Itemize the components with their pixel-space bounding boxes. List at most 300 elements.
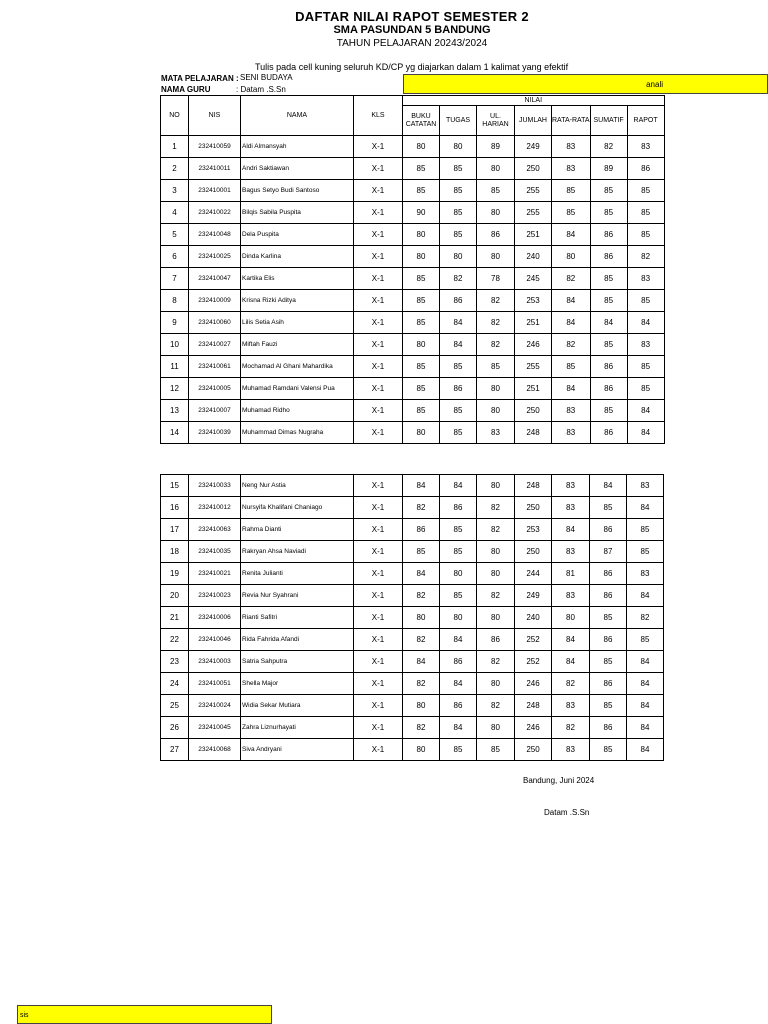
- table-row: [161, 541, 664, 563]
- cell-sumatif: 85: [590, 268, 627, 290]
- cell-sumatif: 86: [590, 422, 627, 444]
- cell-tugas: 86: [440, 695, 477, 717]
- cell-sumatif: 86: [590, 224, 627, 246]
- cell-no: 10: [161, 334, 189, 356]
- cell-nis: 232410024: [189, 695, 241, 717]
- cell-nis: 232410046: [189, 629, 241, 651]
- cell-rapot: 84: [627, 651, 664, 673]
- cell-kls: X-1: [354, 541, 403, 563]
- table-row: [161, 475, 664, 497]
- cell-jumlah: 250: [515, 541, 552, 563]
- col-header-ul-harian: UL. HARIAN: [477, 106, 515, 136]
- cell-kls: X-1: [354, 224, 403, 246]
- cell-tugas: 85: [440, 739, 477, 761]
- cell-nama: Rida Fahrida Afandi: [241, 629, 354, 651]
- cell-kls: X-1: [354, 158, 403, 180]
- cell-tugas: 84: [440, 475, 477, 497]
- cell-buku-catatan: 90: [403, 202, 440, 224]
- cell-no: 15: [161, 475, 189, 497]
- cell-rapot: 84: [627, 497, 664, 519]
- cell-jumlah: 251: [515, 224, 552, 246]
- cell-no: 12: [161, 378, 189, 400]
- cell-buku-catatan: 80: [403, 136, 440, 158]
- cell-kls: X-1: [354, 136, 403, 158]
- cell-tugas: 86: [440, 290, 477, 312]
- cell-kls: X-1: [354, 202, 403, 224]
- table-row: [161, 519, 664, 541]
- cell-buku-catatan: 84: [403, 475, 440, 497]
- cell-tugas: 80: [440, 136, 477, 158]
- col-header-buku-catatan: BUKU CATATAN: [403, 106, 440, 136]
- cell-rata-rata: 83: [552, 497, 590, 519]
- signature-name: Datam .S.Sn: [544, 808, 590, 817]
- cell-rapot: 85: [627, 629, 664, 651]
- cell-no: 16: [161, 497, 189, 519]
- cell-kls: X-1: [354, 519, 403, 541]
- cell-tugas: 84: [440, 673, 477, 695]
- cell-kls: X-1: [354, 607, 403, 629]
- cell-tugas: 85: [440, 180, 477, 202]
- cell-nama: Andri Saktiawan: [241, 158, 354, 180]
- col-header-nilai: NILAI: [403, 96, 665, 106]
- cell-buku-catatan: 80: [403, 246, 440, 268]
- cell-nis: 232410051: [189, 673, 241, 695]
- cell-nis: 232410005: [189, 378, 241, 400]
- cell-sumatif: 85: [590, 202, 627, 224]
- cell-tugas: 82: [440, 268, 477, 290]
- table-row: [161, 290, 665, 312]
- cell-ul-harian: 85: [477, 356, 515, 378]
- cell-sumatif: 86: [590, 673, 627, 695]
- cell-ul-harian: 82: [477, 334, 515, 356]
- cell-jumlah: 246: [515, 717, 552, 739]
- cell-ul-harian: 80: [477, 673, 515, 695]
- cell-rata-rata: 82: [552, 334, 591, 356]
- col-header-sumatif: SUMATIF: [590, 106, 627, 136]
- cell-buku-catatan: 80: [403, 607, 440, 629]
- cell-kls: X-1: [354, 180, 403, 202]
- cell-rapot: 85: [627, 180, 664, 202]
- table-row: [161, 695, 664, 717]
- cell-no: 6: [161, 246, 189, 268]
- cell-rapot: 84: [627, 717, 664, 739]
- cell-jumlah: 251: [515, 378, 552, 400]
- cell-kls: X-1: [354, 585, 403, 607]
- cell-no: 4: [161, 202, 189, 224]
- cell-tugas: 86: [440, 497, 477, 519]
- cell-nama: Dinda Karlina: [241, 246, 354, 268]
- instruction-text: Tulis pada cell kuning seluruh KD/CP yg diajarkan dalam 1 kalimat yang efektif: [255, 62, 569, 72]
- cell-buku-catatan: 80: [403, 224, 440, 246]
- table-row: [161, 136, 665, 158]
- teacher-label: NAMA GURU: [161, 85, 211, 94]
- cell-rata-rata: 83: [552, 585, 590, 607]
- cell-ul-harian: 80: [477, 246, 515, 268]
- cell-kls: X-1: [354, 290, 403, 312]
- cell-rata-rata: 83: [552, 739, 590, 761]
- cell-nis: 232410012: [189, 497, 241, 519]
- cell-rapot: 85: [627, 202, 664, 224]
- cell-buku-catatan: 85: [403, 290, 440, 312]
- cell-sumatif: 85: [590, 290, 627, 312]
- cell-nis: 232410061: [189, 356, 241, 378]
- cell-jumlah: 252: [515, 651, 552, 673]
- cell-rata-rata: 84: [552, 290, 591, 312]
- cell-tugas: 86: [440, 378, 477, 400]
- cell-sumatif: 86: [590, 717, 627, 739]
- cell-rapot: 83: [627, 268, 664, 290]
- table-row: [161, 312, 665, 334]
- cell-rata-rata: 84: [552, 629, 590, 651]
- cell-nama: Mochamad Al Ghani Mahardika: [241, 356, 354, 378]
- cell-rata-rata: 83: [552, 422, 591, 444]
- cell-tugas: 85: [440, 585, 477, 607]
- col-header-kls: KLS: [354, 96, 403, 136]
- cell-kls: X-1: [354, 629, 403, 651]
- cell-rata-rata: 85: [552, 356, 591, 378]
- cell-jumlah: 253: [515, 519, 552, 541]
- cell-nis: 232410025: [189, 246, 241, 268]
- cell-nama: Muhamad Ramdani Valensi Pua: [241, 378, 354, 400]
- cell-nis: 232410048: [189, 224, 241, 246]
- cell-ul-harian: 80: [477, 563, 515, 585]
- cell-sumatif: 84: [590, 312, 627, 334]
- cell-buku-catatan: 86: [403, 519, 440, 541]
- table-row: [161, 651, 664, 673]
- cell-sumatif: 86: [590, 585, 627, 607]
- cell-tugas: 84: [440, 312, 477, 334]
- cell-nama: Satria Sahputra: [241, 651, 354, 673]
- cell-rapot: 83: [627, 334, 664, 356]
- cell-rata-rata: 83: [552, 136, 591, 158]
- cell-sumatif: 85: [590, 607, 627, 629]
- cell-kls: X-1: [354, 312, 403, 334]
- table-row: [161, 400, 665, 422]
- cell-nama: Rahma Dianti: [241, 519, 354, 541]
- table-row: [161, 158, 665, 180]
- cell-ul-harian: 78: [477, 268, 515, 290]
- teacher-value: : Datam .S.Sn: [236, 85, 286, 94]
- cell-ul-harian: 82: [477, 290, 515, 312]
- cell-sumatif: 85: [590, 334, 627, 356]
- cell-no: 3: [161, 180, 189, 202]
- cell-buku-catatan: 80: [403, 739, 440, 761]
- cell-ul-harian: 82: [477, 651, 515, 673]
- cell-kls: X-1: [354, 673, 403, 695]
- cell-no: 7: [161, 268, 189, 290]
- grades-table-page2: [160, 474, 664, 761]
- cell-buku-catatan: 84: [403, 651, 440, 673]
- cell-no: 18: [161, 541, 189, 563]
- cell-jumlah: 248: [515, 475, 552, 497]
- cell-rata-rata: 83: [552, 158, 591, 180]
- cell-nama: Miftah Fauzi: [241, 334, 354, 356]
- cell-buku-catatan: 85: [403, 400, 440, 422]
- table-row: [161, 497, 664, 519]
- cell-rata-rata: 84: [552, 378, 591, 400]
- cell-no: 14: [161, 422, 189, 444]
- analysis-text: sis: [20, 1012, 29, 1019]
- cell-nis: 232410059: [189, 136, 241, 158]
- cell-ul-harian: 80: [477, 202, 515, 224]
- cell-nama: Rianti Safitri: [241, 607, 354, 629]
- cell-ul-harian: 89: [477, 136, 515, 158]
- cell-rapot: 85: [627, 541, 664, 563]
- cell-nis: 232410035: [189, 541, 241, 563]
- col-header-no: NO: [161, 96, 189, 136]
- cell-nama: Kartika Elis: [241, 268, 354, 290]
- cell-rapot: 84: [627, 585, 664, 607]
- cell-jumlah: 255: [515, 202, 552, 224]
- cell-ul-harian: 80: [477, 378, 515, 400]
- cell-rata-rata: 80: [552, 246, 591, 268]
- cell-buku-catatan: 82: [403, 673, 440, 695]
- cell-tugas: 85: [440, 400, 477, 422]
- table-row: [161, 246, 665, 268]
- cell-sumatif: 85: [590, 739, 627, 761]
- cell-nis: 232410047: [189, 268, 241, 290]
- cell-no: 21: [161, 607, 189, 629]
- cell-nis: 232410039: [189, 422, 241, 444]
- cell-tugas: 80: [440, 246, 477, 268]
- cell-jumlah: 253: [515, 290, 552, 312]
- cell-nama: Bilqis Sabila Puspita: [241, 202, 354, 224]
- cell-kls: X-1: [354, 378, 403, 400]
- cell-nis: 232410033: [189, 475, 241, 497]
- cell-sumatif: 84: [590, 475, 627, 497]
- cell-rata-rata: 83: [552, 695, 590, 717]
- col-header-tugas: TUGAS: [440, 106, 477, 136]
- cell-sumatif: 86: [590, 378, 627, 400]
- cell-buku-catatan: 85: [403, 356, 440, 378]
- cell-rata-rata: 84: [552, 224, 591, 246]
- cell-sumatif: 82: [590, 136, 627, 158]
- cell-buku-catatan: 80: [403, 695, 440, 717]
- cell-tugas: 85: [440, 224, 477, 246]
- cell-no: 1: [161, 136, 189, 158]
- cell-nis: 232410068: [189, 739, 241, 761]
- cell-rata-rata: 84: [552, 312, 591, 334]
- cell-nis: 232410021: [189, 563, 241, 585]
- cell-jumlah: 244: [515, 563, 552, 585]
- cell-tugas: 80: [440, 607, 477, 629]
- cell-sumatif: 89: [590, 158, 627, 180]
- cell-kls: X-1: [354, 651, 403, 673]
- cell-rapot: 85: [627, 290, 664, 312]
- cell-buku-catatan: 85: [403, 312, 440, 334]
- cell-nama: Renita Julianti: [241, 563, 354, 585]
- cell-tugas: 85: [440, 519, 477, 541]
- cell-buku-catatan: 80: [403, 334, 440, 356]
- cell-rapot: 83: [627, 136, 664, 158]
- cell-jumlah: 255: [515, 356, 552, 378]
- cell-tugas: 85: [440, 422, 477, 444]
- cell-ul-harian: 86: [477, 629, 515, 651]
- cell-sumatif: 85: [590, 497, 627, 519]
- cell-rapot: 83: [627, 475, 664, 497]
- cell-jumlah: 250: [515, 497, 552, 519]
- cell-nama: Krisna Rizki Aditya: [241, 290, 354, 312]
- cell-buku-catatan: 85: [403, 268, 440, 290]
- cell-rapot: 84: [627, 695, 664, 717]
- cell-tugas: 84: [440, 629, 477, 651]
- cell-no: 13: [161, 400, 189, 422]
- cell-nis: 232410006: [189, 607, 241, 629]
- cell-no: 25: [161, 695, 189, 717]
- cell-ul-harian: 80: [477, 475, 515, 497]
- cell-nama: Bagus Setyo Budi Santoso: [241, 180, 354, 202]
- grades-table-page1: [160, 95, 665, 444]
- cell-nama: Revia Nur Syahrani: [241, 585, 354, 607]
- cell-sumatif: 86: [590, 563, 627, 585]
- cell-buku-catatan: 80: [403, 422, 440, 444]
- cell-nama: Neng Nur Astia: [241, 475, 354, 497]
- cell-rapot: 84: [627, 739, 664, 761]
- school-name: SMA PASUNDAN 5 BANDUNG: [333, 24, 491, 36]
- cell-jumlah: 245: [515, 268, 552, 290]
- cell-ul-harian: 80: [477, 541, 515, 563]
- cell-jumlah: 249: [515, 136, 552, 158]
- cell-tugas: 85: [440, 356, 477, 378]
- kd-cp-text: anali: [646, 80, 663, 89]
- cell-nama: Dela Puspita: [241, 224, 354, 246]
- cell-rata-rata: 83: [552, 475, 590, 497]
- cell-no: 20: [161, 585, 189, 607]
- col-header-jumlah: JUMLAH: [515, 106, 552, 136]
- cell-rapot: 84: [627, 312, 664, 334]
- cell-kls: X-1: [354, 268, 403, 290]
- cell-rata-rata: 81: [552, 563, 590, 585]
- cell-kls: X-1: [354, 563, 403, 585]
- kd-cp-input-cell[interactable]: [403, 74, 768, 94]
- cell-no: 22: [161, 629, 189, 651]
- cell-buku-catatan: 82: [403, 585, 440, 607]
- cell-ul-harian: 85: [477, 739, 515, 761]
- academic-year: TAHUN PELAJARAN 20243/2024: [336, 38, 488, 49]
- cell-buku-catatan: 85: [403, 158, 440, 180]
- cell-ul-harian: 82: [477, 585, 515, 607]
- cell-rata-rata: 82: [552, 717, 590, 739]
- cell-tugas: 85: [440, 202, 477, 224]
- cell-buku-catatan: 82: [403, 629, 440, 651]
- cell-sumatif: 87: [590, 541, 627, 563]
- cell-sumatif: 86: [590, 629, 627, 651]
- table-row: [161, 422, 665, 444]
- cell-jumlah: 246: [515, 673, 552, 695]
- cell-jumlah: 255: [515, 180, 552, 202]
- cell-no: 8: [161, 290, 189, 312]
- cell-rata-rata: 85: [552, 202, 591, 224]
- cell-rata-rata: 85: [552, 180, 591, 202]
- cell-kls: X-1: [354, 739, 403, 761]
- col-header-rapot: RAPOT: [627, 106, 664, 136]
- cell-nama: Nursyifa Khalifani Chaniago: [241, 497, 354, 519]
- cell-buku-catatan: 85: [403, 541, 440, 563]
- cell-rata-rata: 83: [552, 400, 591, 422]
- cell-nis: 232410007: [189, 400, 241, 422]
- cell-nis: 232410060: [189, 312, 241, 334]
- cell-jumlah: 250: [515, 739, 552, 761]
- table-row: [161, 629, 664, 651]
- col-header-nis: NIS: [189, 96, 241, 136]
- cell-no: 11: [161, 356, 189, 378]
- table-row: [161, 356, 665, 378]
- cell-buku-catatan: 82: [403, 497, 440, 519]
- signature-place-date: Bandung, Juni 2024: [523, 776, 595, 785]
- table-row: [161, 224, 665, 246]
- cell-ul-harian: 86: [477, 224, 515, 246]
- cell-ul-harian: 85: [477, 180, 515, 202]
- cell-rapot: 85: [627, 356, 664, 378]
- cell-tugas: 85: [440, 158, 477, 180]
- cell-ul-harian: 82: [477, 519, 515, 541]
- cell-sumatif: 86: [590, 246, 627, 268]
- cell-nama: Lilis Setia Asih: [241, 312, 354, 334]
- cell-nama: Aldi Almansyah: [241, 136, 354, 158]
- cell-nis: 232410063: [189, 519, 241, 541]
- cell-rapot: 85: [627, 224, 664, 246]
- cell-nama: Widia Sekar Mutiara: [241, 695, 354, 717]
- cell-no: 17: [161, 519, 189, 541]
- cell-rata-rata: 84: [552, 519, 590, 541]
- cell-tugas: 84: [440, 717, 477, 739]
- table-row: [161, 378, 665, 400]
- cell-nis: 232410022: [189, 202, 241, 224]
- cell-jumlah: 249: [515, 585, 552, 607]
- cell-ul-harian: 80: [477, 158, 515, 180]
- cell-no: 26: [161, 717, 189, 739]
- page-title: DAFTAR NILAI RAPOT SEMESTER 2: [295, 9, 529, 24]
- table-row: [161, 717, 664, 739]
- cell-nis: 232410045: [189, 717, 241, 739]
- table-row: [161, 180, 665, 202]
- cell-buku-catatan: 82: [403, 717, 440, 739]
- table-row: [161, 334, 665, 356]
- cell-sumatif: 85: [590, 400, 627, 422]
- cell-rapot: 86: [627, 158, 664, 180]
- cell-kls: X-1: [354, 695, 403, 717]
- cell-jumlah: 251: [515, 312, 552, 334]
- cell-kls: X-1: [354, 246, 403, 268]
- cell-kls: X-1: [354, 717, 403, 739]
- cell-tugas: 85: [440, 541, 477, 563]
- cell-no: 23: [161, 651, 189, 673]
- cell-nis: 232410003: [189, 651, 241, 673]
- cell-ul-harian: 80: [477, 607, 515, 629]
- cell-jumlah: 246: [515, 334, 552, 356]
- cell-ul-harian: 82: [477, 497, 515, 519]
- cell-nama: Muhamad Ridho: [241, 400, 354, 422]
- cell-kls: X-1: [354, 497, 403, 519]
- cell-buku-catatan: 84: [403, 563, 440, 585]
- cell-jumlah: 248: [515, 695, 552, 717]
- cell-jumlah: 250: [515, 400, 552, 422]
- analysis-input-cell[interactable]: [17, 1005, 272, 1024]
- cell-nama: Rakryan Ahsa Naviadi: [241, 541, 354, 563]
- cell-rapot: 84: [627, 422, 664, 444]
- cell-ul-harian: 82: [477, 695, 515, 717]
- cell-jumlah: 240: [515, 607, 552, 629]
- cell-nis: 232410011: [189, 158, 241, 180]
- cell-ul-harian: 83: [477, 422, 515, 444]
- cell-no: 2: [161, 158, 189, 180]
- table-row: [161, 673, 664, 695]
- cell-rapot: 82: [627, 607, 664, 629]
- subject-label: MATA PELAJARAN :: [161, 74, 239, 83]
- cell-rapot: 84: [627, 400, 664, 422]
- cell-rapot: 82: [627, 246, 664, 268]
- cell-nis: 232410023: [189, 585, 241, 607]
